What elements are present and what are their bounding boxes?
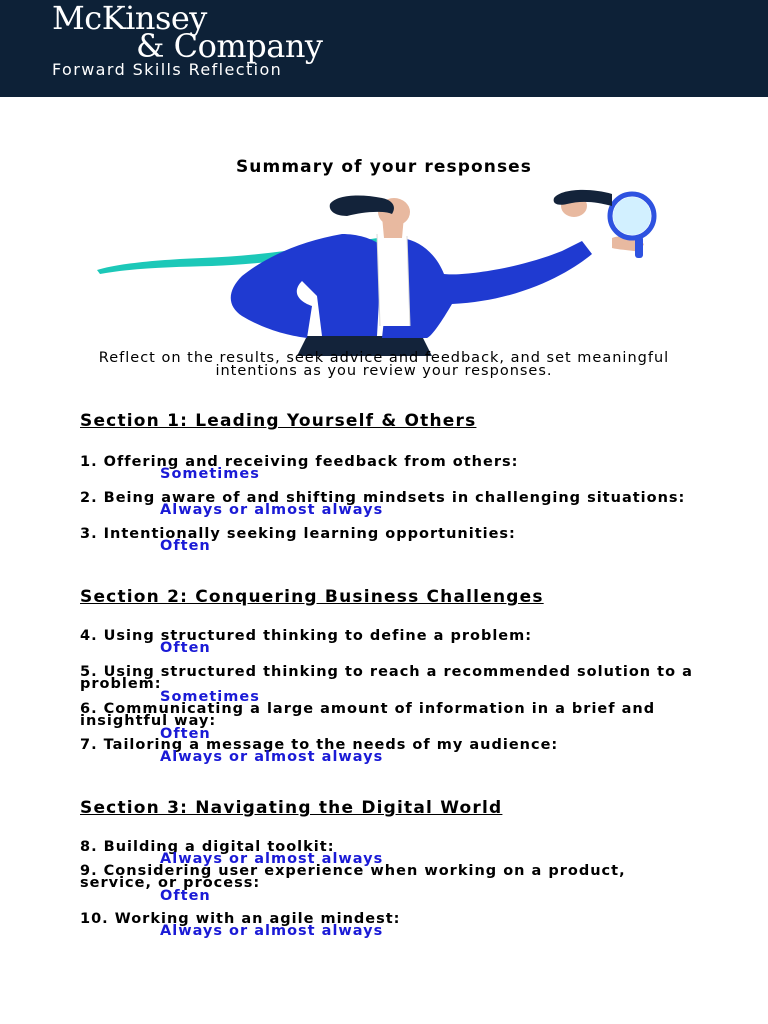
magnifier-glass: [613, 197, 651, 235]
magnifier-handle: [635, 236, 643, 258]
question-text: 5. Using structured thinking to reach a recommended solution to a problem:: [80, 664, 693, 693]
question-item: [80, 913, 700, 938]
answer-text: Often: [160, 887, 211, 904]
summary-title: Summary of your responses: [235, 157, 533, 177]
question-text: 10. Working with an agile mindest:: [80, 911, 401, 927]
question-text: 9. Considering user experience when working on a product, service, or process:: [80, 863, 626, 892]
answer-text: Often: [160, 725, 211, 742]
question-item: [80, 666, 700, 703]
answer-text: Often: [160, 538, 211, 555]
question-item: [80, 703, 700, 740]
section-2-title: Section 2: Conquering Business Challenges: [80, 587, 544, 607]
answer-text: Always or almost always: [160, 851, 384, 868]
logo-line-2: & Company: [136, 27, 323, 65]
answer-text: Sometimes: [160, 466, 260, 483]
question-item: [80, 739, 700, 764]
answer-text: Often: [160, 640, 211, 657]
jacket-shape: [231, 234, 382, 338]
company-logo: [52, 0, 323, 65]
question-text: 7. Tailoring a message to the needs of my audience:: [80, 737, 559, 753]
question-text: 3. Intentionally seeking learning opportunities:: [80, 526, 516, 542]
answer-text: Always or almost always: [160, 502, 384, 519]
question-item: [80, 841, 700, 866]
section-1-title: Section 1: Leading Yourself & Others: [80, 411, 477, 431]
reflect-instruction-text: Reflect on the results, seek advice and feedback, and set meaningful intentions as you review your responses.: [98, 350, 670, 379]
question-item: [80, 492, 700, 517]
answer-text: Sometimes: [160, 688, 260, 705]
section-3-title: Section 3: Navigating the Digital World: [80, 798, 503, 818]
person-with-magnifier-illustration: [92, 186, 662, 356]
question-text: 8. Building a digital toolkit:: [80, 839, 335, 855]
jacket-right-shape: [382, 238, 592, 338]
question-text: 1. Offering and receiving feedback from others:: [80, 454, 519, 470]
question-item: [80, 528, 700, 553]
question-item: [80, 865, 700, 902]
question-text: 4. Using structured thinking to define a problem:: [80, 628, 533, 644]
question-item: [80, 456, 700, 481]
question-text: 2. Being aware of and shifting mindsets in challenging situations:: [80, 490, 686, 506]
header-bar: [0, 0, 768, 97]
answer-text: Always or almost always: [160, 923, 384, 940]
shirt-shape: [377, 234, 410, 326]
answer-text: Always or almost always: [160, 749, 384, 766]
logo-line-1: McKinsey: [52, 0, 207, 37]
header-subtitle: Forward Skills Reflection: [52, 60, 283, 79]
question-item: [80, 630, 700, 655]
question-text: 6. Communicating a large amount of information in a brief and insightful way:: [80, 701, 656, 730]
